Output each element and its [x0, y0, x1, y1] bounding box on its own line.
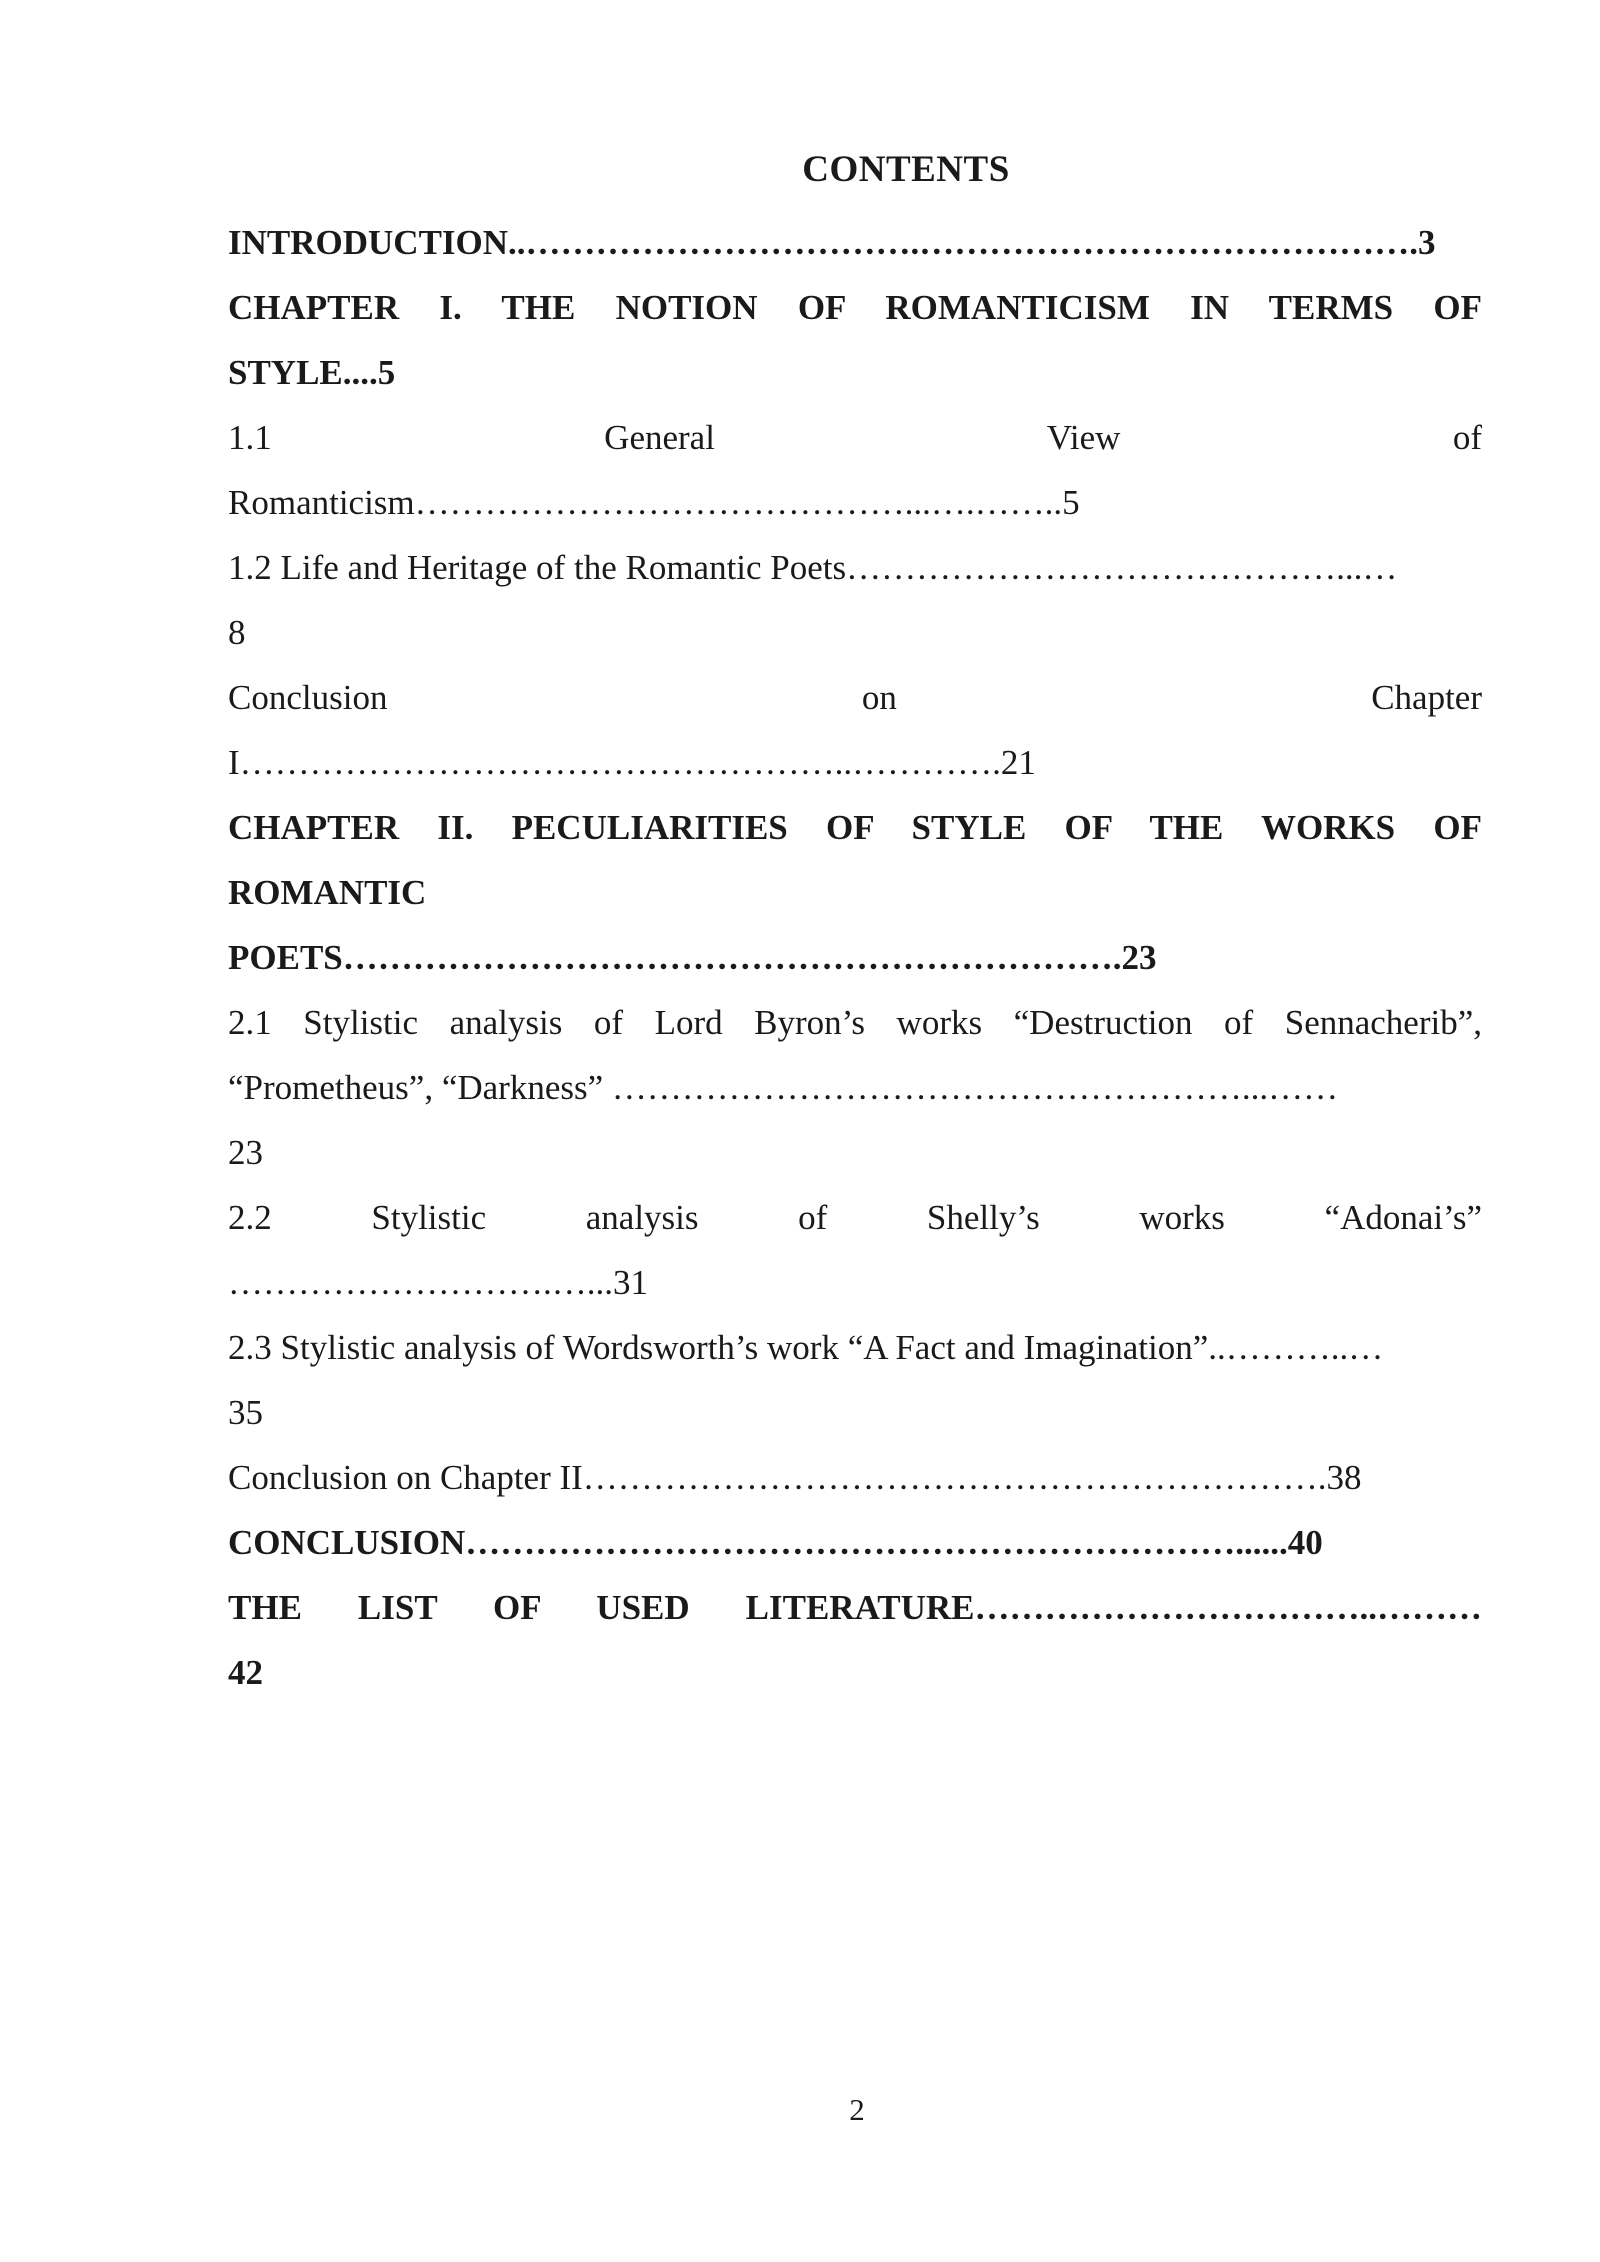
- toc-conclusion-chapter-2: Conclusion on Chapter II……………………………………………………….38: [228, 1458, 1362, 1497]
- toc-section-2-2-cont: ……………………….…...31: [228, 1263, 648, 1302]
- toc-chapter-1-heading: CHAPTER I. THE NOTION OF ROMANTICISM IN TERMS OF: [228, 288, 1482, 327]
- toc-section-2-3-page: 35: [228, 1393, 263, 1432]
- toc-section-2-2: 2.2 Stylistic analysis of Shelly’s works “Adonai’s”: [228, 1198, 1482, 1237]
- toc-section-2-3: 2.3 Stylistic analysis of Wordsworth’s work “A Fact and Imagination”..………..…: [228, 1328, 1384, 1367]
- toc-introduction: INTRODUCTION..…………………………….…………………………………….3: [228, 223, 1436, 262]
- toc-section-1-2-page: 8: [228, 613, 246, 652]
- toc-section-1-1-cont: Romanticism……………………………………...….……..5: [228, 483, 1080, 522]
- toc-chapter-2-heading: CHAPTER II. PECULIARITIES OF STYLE OF THE WORKS OF: [228, 808, 1482, 847]
- toc-chapter-1-heading-cont: STYLE....5: [228, 353, 396, 392]
- toc-section-1-2: 1.2 Life and Heritage of the Romantic Poets……………………………………...…: [228, 548, 1398, 587]
- toc-conclusion-chapter-1-cont: I……………………………………………..………….21: [228, 743, 1036, 782]
- toc-chapter-2-heading-cont: ROMANTIC: [228, 873, 427, 912]
- toc-section-1-1: 1.1 General View of: [228, 418, 1482, 457]
- toc-section-2-1-page: 23: [228, 1133, 263, 1172]
- toc-section-2-1-cont: “Prometheus”, “Darkness” ………………………………………………...……: [228, 1068, 1339, 1107]
- toc-section-2-1: 2.1 Stylistic analysis of Lord Byron’s works “Destruction of Sennacherib”,: [228, 1003, 1482, 1042]
- table-of-contents: [228, 210, 1482, 1705]
- toc-literature: THE LIST OF USED LITERATURE……………………………..………: [228, 1588, 1482, 1627]
- page-number: 2: [849, 2092, 865, 2127]
- toc-conclusion: CONCLUSION…………………………………………………………......40: [228, 1523, 1323, 1562]
- toc-chapter-2-heading-end: POETS………………………………………………………….23: [228, 938, 1157, 977]
- toc-literature-page: 42: [228, 1653, 263, 1692]
- toc-conclusion-chapter-1: Conclusion on Chapter: [228, 678, 1482, 717]
- contents-title: CONTENTS: [802, 149, 1010, 190]
